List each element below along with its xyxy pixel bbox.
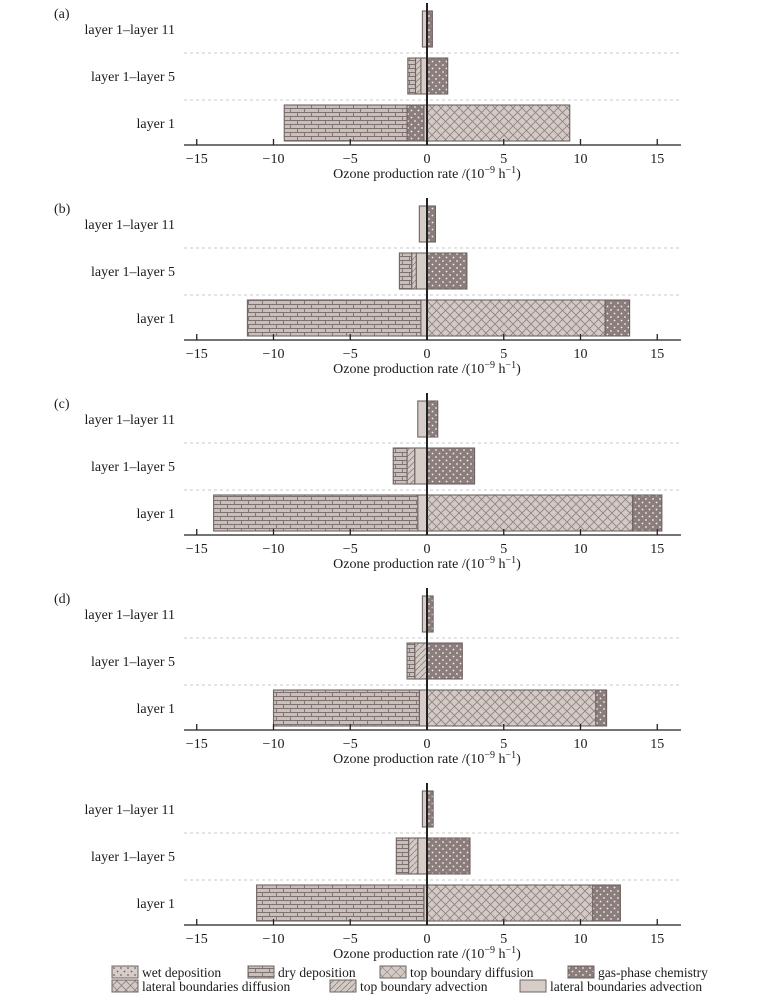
legend-swatch [380,966,406,978]
bar-segment-lba [419,206,427,242]
x-tick-label: −15 [185,932,208,947]
bar-segment-lbd [427,690,596,726]
legend-label: lateral boundaries diffusion [142,979,291,994]
x-tick-label: 5 [500,152,508,167]
bar-segment-lba [418,838,427,874]
bar-segment-lba [418,495,427,531]
bar-segment-tba [407,448,415,484]
bar-segment-gas [633,495,662,531]
chart-panels [54,3,681,962]
category-label: layer 1–layer 11 [84,803,175,818]
x-tick-label: 5 [500,737,508,752]
x-tick-label: −10 [262,932,285,947]
x-tick-label: 5 [500,542,508,557]
x-tick-label: 0 [423,347,431,362]
bar-segment-gas [427,838,470,874]
legend-swatch [520,980,546,992]
category-label: layer 1 [136,702,175,717]
panel-letter: (b) [54,202,71,217]
bar-segment-dry [396,838,408,874]
bar-segment-dry [257,885,424,921]
panel-2 [54,198,681,377]
x-tick-label: 15 [650,932,665,947]
panel-4 [54,588,681,767]
bar-segment-tba [409,838,418,874]
panel-3 [54,393,681,572]
x-tick-label: −5 [342,347,358,362]
x-axis-label: Ozone production rate $/(10^{-9}$ $h^{-1}$) [333,359,521,377]
x-tick-label: 10 [573,152,588,167]
bar-segment-gas [427,448,475,484]
x-tick-label: 15 [650,347,665,362]
x-axis-label: Ozone production rate $/(10^{-9}$ $h^{-1}$) [333,164,521,182]
x-tick-label: 10 [573,737,588,752]
bar-segment-dry [399,253,411,289]
x-tick-label: −15 [185,347,208,362]
legend-swatch [568,966,594,978]
x-tick-label: −5 [342,542,358,557]
legend-label: top boundary advection [360,979,488,994]
legend-item-gas [568,965,708,980]
bar-segment-lba [416,253,427,289]
bar-segment-lba [415,448,427,484]
bar-segment-gas [407,105,424,141]
bar-segment-dry [393,448,407,484]
bar-segment-lbd [427,495,633,531]
category-label: layer 1 [136,117,175,132]
legend-item-lba [520,979,702,994]
category-label: layer 1–layer 5 [91,655,175,670]
panel-letter: (a) [54,7,70,22]
x-tick-label: 10 [573,542,588,557]
panel-letter: (d) [54,592,71,607]
x-tick-label: 15 [650,737,665,752]
panel-5 [85,783,681,962]
x-tick-label: −5 [342,152,358,167]
bar-segment-gas [427,206,435,242]
legend-swatch [112,966,138,978]
legend-swatch [330,980,356,992]
bar-segment-lbd [427,885,593,921]
bar-segment-lbd [427,300,605,336]
x-tick-label: 5 [500,347,508,362]
category-label: layer 1–layer 11 [84,413,175,428]
x-axis-label: Ozone production rate $/(10^{-9}$ $h^{-1}$) [333,944,521,962]
bar-segment-tba [412,253,417,289]
x-tick-label: −15 [185,152,208,167]
x-tick-label: 10 [573,932,588,947]
x-tick-label: −15 [185,737,208,752]
bar-segment-dry [408,58,416,94]
bar-segment-gas [427,58,448,94]
x-axis-label: Ozone production rate $/(10^{-9}$ $h^{-1}$) [333,749,521,767]
legend-item-tba [330,979,488,994]
bar-segment-dry [407,643,415,679]
bar-segment-lba [418,401,427,437]
x-tick-label: 0 [423,152,431,167]
category-label: layer 1–layer 11 [84,23,175,38]
category-label: layer 1–layer 5 [91,70,175,85]
bar-segment-tba [415,58,420,94]
bar-segment-dry [274,690,420,726]
x-tick-label: −5 [342,737,358,752]
bar-segment-gas [605,300,630,336]
legend-swatch [248,966,274,978]
bar-segment-tba [415,643,427,679]
x-axis-label: Ozone production rate $/(10^{-9}$ $h^{-1}$) [333,554,521,572]
legend-item-wet [112,965,221,980]
legend-label: top boundary diffusion [410,965,534,980]
legend-label: dry deposition [278,965,356,980]
x-tick-label: 5 [500,932,508,947]
x-tick-label: −10 [262,737,285,752]
bar-segment-dry [214,495,418,531]
legend-item-lbd [112,979,290,994]
bar-segment-dry [284,105,407,141]
bar-segment-gas [593,885,621,921]
panel-letter: (c) [54,397,70,412]
bar-segment-lba [419,690,427,726]
category-label: layer 1–layer 11 [84,218,175,233]
x-tick-label: −15 [185,542,208,557]
x-tick-label: 0 [423,737,431,752]
x-tick-label: −10 [262,152,285,167]
x-tick-label: 0 [423,932,431,947]
bar-segment-gas [427,401,438,437]
category-label: layer 1–layer 5 [91,850,175,865]
category-label: layer 1 [136,312,175,327]
x-tick-label: 15 [650,542,665,557]
legend-swatch [112,980,138,992]
category-label: layer 1 [136,897,175,912]
panel-1 [54,3,681,182]
legend-label: gas-phase chemistry [598,965,708,980]
legend-label: lateral boundaries advection [550,979,703,994]
chart-legend [112,965,708,994]
bar-segment-gas [596,690,607,726]
legend-item-dry [248,965,356,980]
x-tick-label: 0 [423,542,431,557]
category-label: layer 1 [136,507,175,522]
bar-segment-gas [427,643,462,679]
legend-item-tbd [380,965,534,980]
x-tick-label: −10 [262,347,285,362]
category-label: layer 1–layer 5 [91,460,175,475]
x-tick-label: −10 [262,542,285,557]
category-label: layer 1–layer 5 [91,265,175,280]
bar-segment-dry [247,300,420,336]
bar-segment-gas [427,253,467,289]
x-tick-label: 15 [650,152,665,167]
bar-segment-lbd [427,105,570,141]
x-tick-label: 10 [573,347,588,362]
x-tick-label: −5 [342,932,358,947]
legend-label: wet deposition [142,965,222,980]
category-label: layer 1–layer 11 [84,608,175,623]
